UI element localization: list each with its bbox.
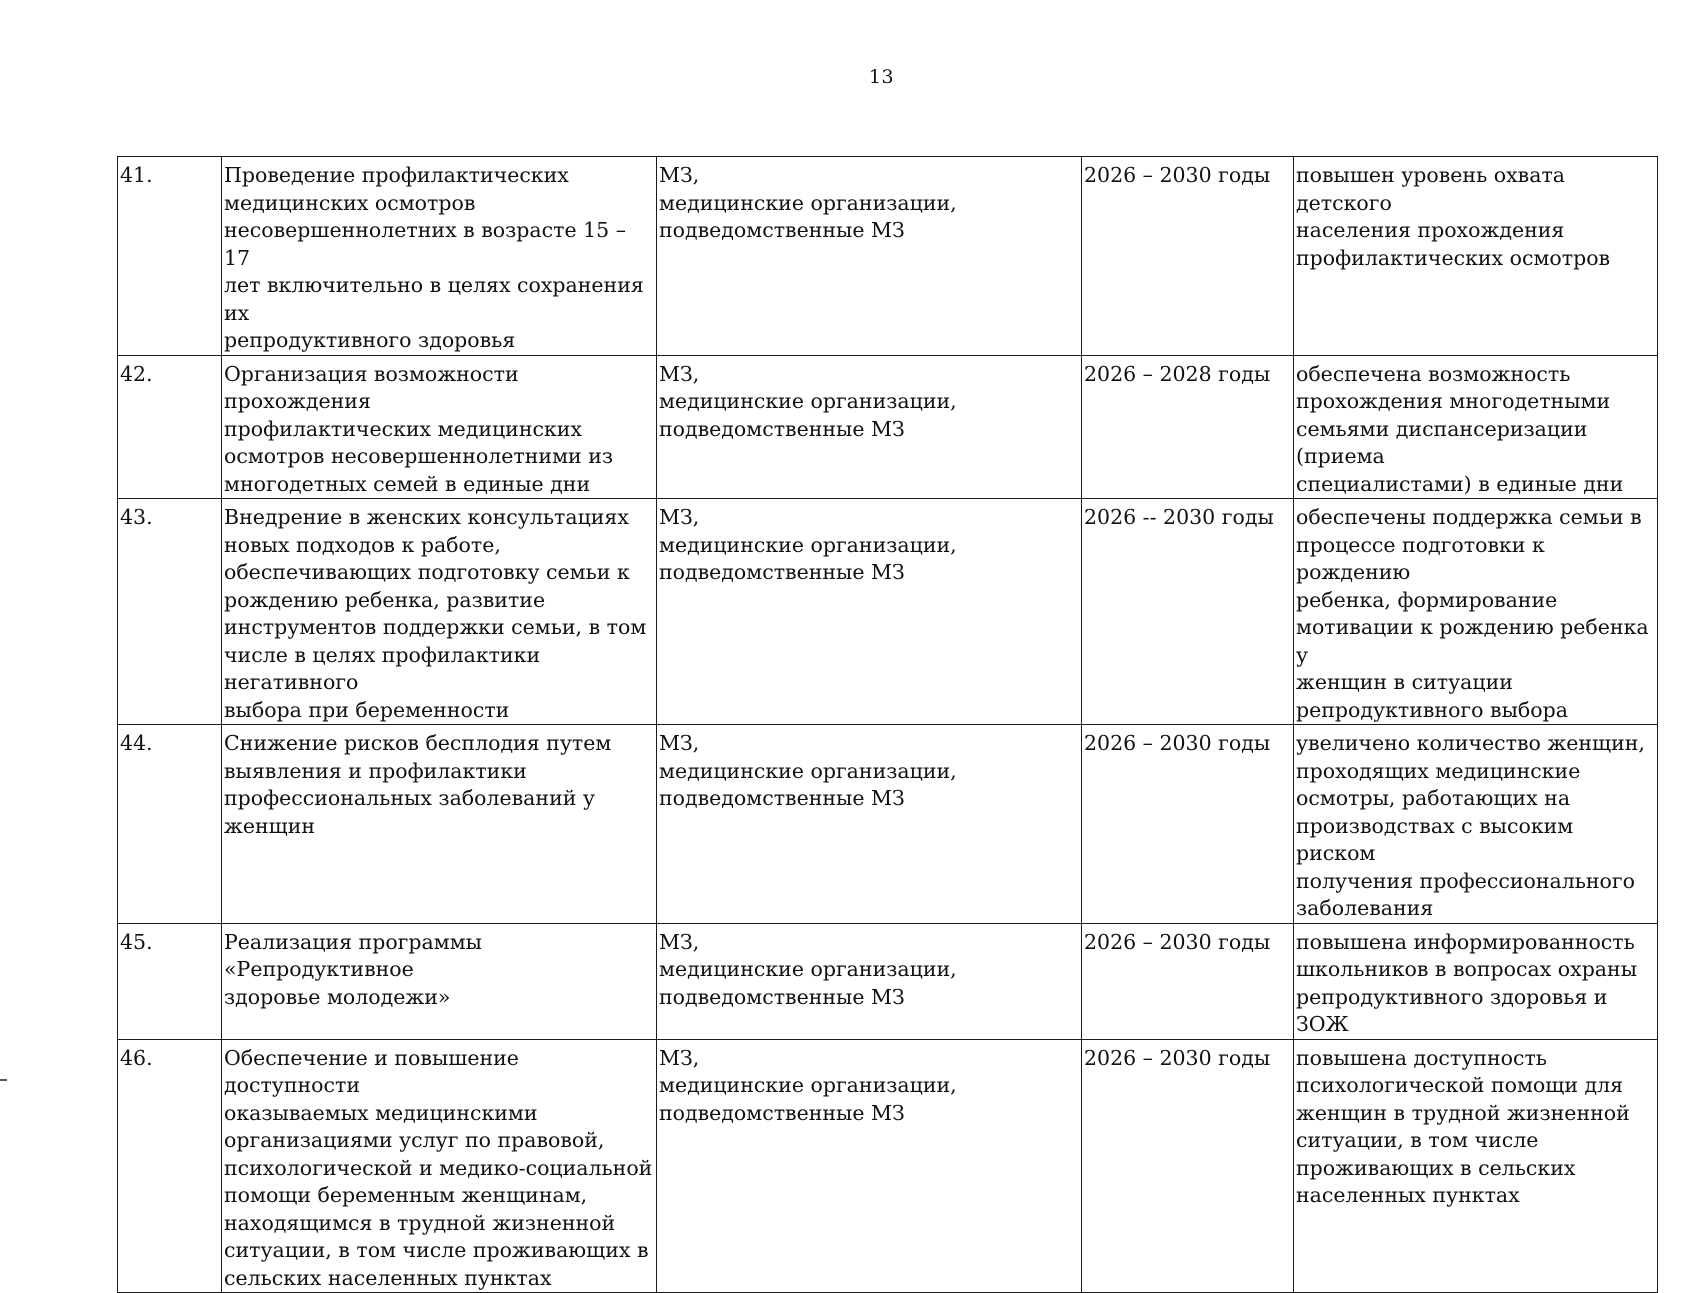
term-cell: 2026 – 2030 годы bbox=[1082, 923, 1294, 1039]
row-number: 46. bbox=[118, 1039, 222, 1293]
table-row bbox=[118, 355, 1658, 499]
activity-cell: Обеспечение и повышение доступности оказываемых медицинскими организациями услуг по правовой, психологической и медико-социальной помощи беременным женщинам, находящимся в трудной жизненной ситуации, в том числе проживающих в сельских населенных пунктах bbox=[222, 1039, 657, 1293]
activity-cell: Реализация программы «Репродуктивное здоровье молодежи» bbox=[222, 923, 657, 1039]
measures-table bbox=[117, 156, 1658, 1293]
row-number: 41. bbox=[118, 157, 222, 356]
result-cell: обеспечена возможность прохождения многодетными семьями диспансеризации (приема специалистами) в единые дни bbox=[1294, 355, 1658, 499]
term-cell: 2026 – 2030 годы bbox=[1082, 1039, 1294, 1293]
row-number: 44. bbox=[118, 725, 222, 924]
table-row bbox=[118, 923, 1658, 1039]
row-number: 43. bbox=[118, 499, 222, 725]
term-cell: 2026 – 2030 годы bbox=[1082, 157, 1294, 356]
term-cell: 2026 – 2030 годы bbox=[1082, 725, 1294, 924]
table-row bbox=[118, 1039, 1658, 1293]
term-cell: 2026 – 2028 годы bbox=[1082, 355, 1294, 499]
row-number: 42. bbox=[118, 355, 222, 499]
result-cell: обеспечены поддержка семьи в процессе подготовки к рождению ребенка, формирование мотивации к рождению ребенка у женщин в ситуации репродуктивного выбора bbox=[1294, 499, 1658, 725]
result-cell: повышена информированность школьников в вопросах охраны репродуктивного здоровья и ЗОЖ bbox=[1294, 923, 1658, 1039]
activity-cell: Организация возможности прохождения профилактических медицинских осмотров несовершеннолетними из многодетных семей в единые дни bbox=[222, 355, 657, 499]
executor-cell: МЗ, медицинские организации, подведомственные МЗ bbox=[657, 157, 1082, 356]
scan-margin-mark bbox=[0, 1079, 7, 1081]
executor-cell: МЗ, медицинские организации, подведомственные МЗ bbox=[657, 355, 1082, 499]
row-number: 45. bbox=[118, 923, 222, 1039]
table-row bbox=[118, 157, 1658, 356]
activity-cell: Внедрение в женских консультациях новых подходов к работе, обеспечивающих подготовку семьи к рождению ребенка, развитие инструментов поддержки семьи, в том числе в целях профилактики негативного выбора при беременности bbox=[222, 499, 657, 725]
result-cell: повышена доступность психологической помощи для женщин в трудной жизненной ситуации, в том числе проживающих в сельских населенных пунктах bbox=[1294, 1039, 1658, 1293]
table-row bbox=[118, 499, 1658, 725]
result-cell: повышен уровень охвата детского населения прохождения профилактических осмотров bbox=[1294, 157, 1658, 356]
activity-cell: Снижение рисков бесплодия путем выявления и профилактики профессиональных заболеваний у женщин bbox=[222, 725, 657, 924]
executor-cell: МЗ, медицинские организации, подведомственные МЗ bbox=[657, 725, 1082, 924]
table-row bbox=[118, 725, 1658, 924]
page-number: 13 bbox=[868, 66, 895, 88]
executor-cell: МЗ, медицинские организации, подведомственные МЗ bbox=[657, 923, 1082, 1039]
term-cell: 2026 -- 2030 годы bbox=[1082, 499, 1294, 725]
result-cell: увеличено количество женщин, проходящих медицинские осмотры, работающих на производствах с высоким риском получения профессионального заболевания bbox=[1294, 725, 1658, 924]
executor-cell: МЗ, медицинские организации, подведомственные МЗ bbox=[657, 499, 1082, 725]
activity-cell: Проведение профилактических медицинских осмотров несовершеннолетних в возрасте 15 – 17 лет включительно в целях сохранения их репродуктивного здоровья bbox=[222, 157, 657, 356]
executor-cell: МЗ, медицинские организации, подведомственные МЗ bbox=[657, 1039, 1082, 1293]
